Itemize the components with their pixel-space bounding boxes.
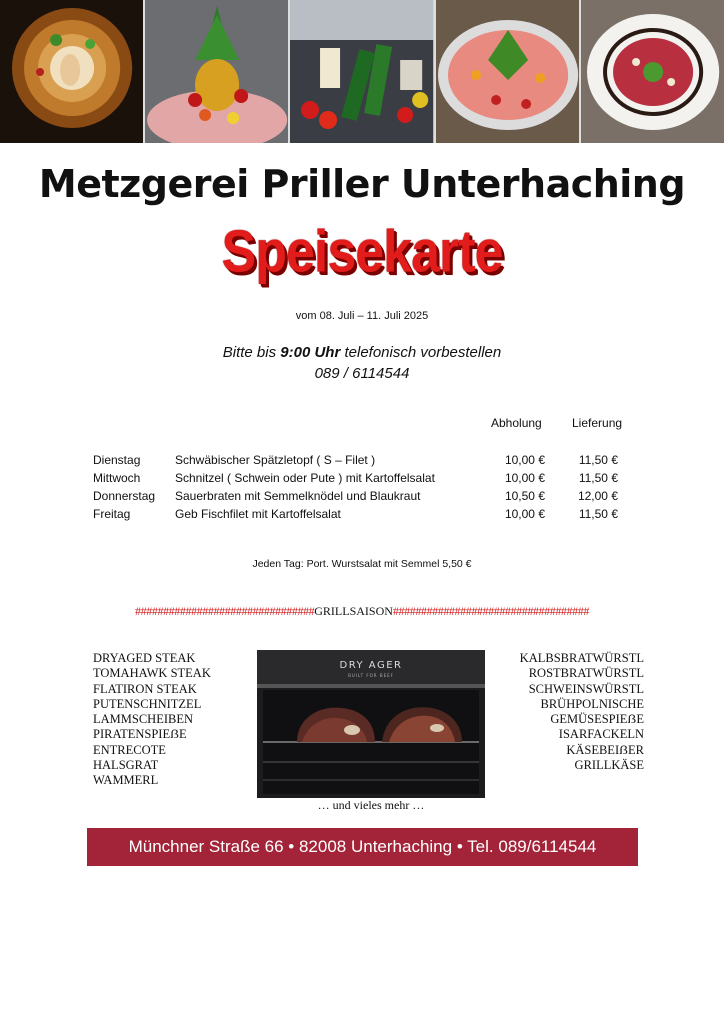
dry-ager-photo — [257, 650, 485, 798]
carpaccio-photo — [581, 0, 724, 143]
grill-season-label: GRILLSAISON — [314, 604, 393, 618]
grill-item: FLATIRON STEAK — [93, 681, 197, 696]
menu-day: Mittwoch — [93, 471, 141, 485]
grill-item: PIRATENSPIEẞE — [93, 727, 187, 742]
fridge-brand: DRY AGER — [339, 660, 403, 671]
grill-item: SCHWEINSWÜRSTL — [528, 681, 644, 696]
menu-row — [93, 469, 653, 487]
menu-price-delivery: 11,50 € — [578, 453, 618, 467]
grill-list-left — [93, 651, 211, 789]
grill-item: TOMAHAWK STEAK — [93, 666, 211, 681]
grill-item: ROSTBRATWÜRSTL — [528, 666, 644, 681]
menu-price-delivery: 11,50 € — [578, 507, 618, 521]
menu-day: Donnerstag — [93, 489, 156, 503]
grill-item: KÄSEBEIẞER — [566, 742, 644, 757]
menu-dish: Schnitzel ( Schwein oder Pute ) mit Kartoffelsalat — [175, 471, 435, 485]
menu-day: Dienstag — [93, 453, 141, 467]
grill-item: LAMMSCHEIBEN — [93, 712, 194, 727]
bread-wreath-photo — [0, 0, 143, 143]
address-bar — [87, 828, 638, 866]
menu-price-pickup: 10,00 € — [504, 471, 545, 485]
grill-item: PUTENSCHNITZEL — [93, 696, 202, 711]
menu-dish: Geb Fischfilet mit Kartoffelsalat — [175, 507, 341, 521]
order-phone[interactable]: 089 / 6114544 — [314, 365, 410, 382]
grill-item: DRYAGED STEAK — [93, 651, 196, 665]
vegetable-display-photo — [290, 0, 433, 143]
order-text-post: telefonisch vorbestellen — [340, 344, 502, 361]
menu-price-pickup: 10,50 € — [504, 489, 545, 503]
grill-item: HALSGRAT — [93, 758, 159, 773]
menu-price-pickup: 10,00 € — [504, 507, 545, 521]
menu-row — [93, 451, 653, 469]
menu-dish: Sauerbraten mit Semmelknödel und Blaukraut — [175, 489, 421, 503]
date-range: vom 08. Juli – 11. Juli 2025 — [295, 310, 429, 322]
fruit-platter-photo — [145, 0, 288, 143]
ham-platter-photo — [436, 0, 579, 143]
menu-price-pickup: 10,00 € — [504, 453, 545, 467]
weekly-menu — [93, 451, 653, 523]
photo-strip — [0, 0, 724, 143]
order-notice — [0, 342, 724, 384]
menu-row — [93, 505, 653, 523]
hash-divider-left: ################################ — [135, 604, 315, 618]
hash-divider-right: ################################### — [392, 604, 589, 618]
menu-dish: Schwäbischer Spätzletopf ( S – Filet ) — [175, 453, 376, 467]
address-text: Münchner Straße 66 • 82008 Unterhaching • Tel. 089/6114544 — [128, 837, 597, 856]
menu-price-delivery: 12,00 € — [577, 489, 618, 503]
order-text-pre: Bitte bis — [222, 344, 281, 361]
grill-list-right — [520, 651, 644, 773]
column-header-delivery: Lieferung — [572, 416, 623, 430]
menu-price-delivery: 11,50 € — [578, 471, 618, 485]
menu-row — [93, 487, 653, 505]
grill-item: ENTRECOTE — [93, 742, 166, 757]
grill-item: KALBSBRATWÜRSTL — [519, 651, 644, 665]
grill-item: WAMMERL — [93, 773, 159, 788]
menu-day: Freitag — [93, 507, 131, 521]
column-header-pickup: Abholung — [491, 416, 542, 430]
page-title: Metzgerei Priller Unterhaching — [38, 162, 686, 206]
daily-offer: Jeden Tag: Port. Wurstsalat mit Semmel 5,50 € — [252, 558, 472, 570]
fridge-tagline: BUILT FOR BEEF — [348, 673, 394, 678]
menu-heading: Speisekarte — [221, 218, 503, 286]
more-items-note: … und vieles mehr … — [317, 798, 425, 812]
grill-item: GRILLKÄSE — [574, 758, 644, 773]
grill-item: BRÜHPOLNISCHE — [540, 696, 644, 711]
order-deadline: 9:00 Uhr — [280, 344, 341, 361]
grill-season-divider — [0, 604, 724, 619]
grill-item: ISARFACKELN — [558, 727, 644, 742]
grill-item: GEMÜSESPIEẞE — [550, 712, 644, 727]
